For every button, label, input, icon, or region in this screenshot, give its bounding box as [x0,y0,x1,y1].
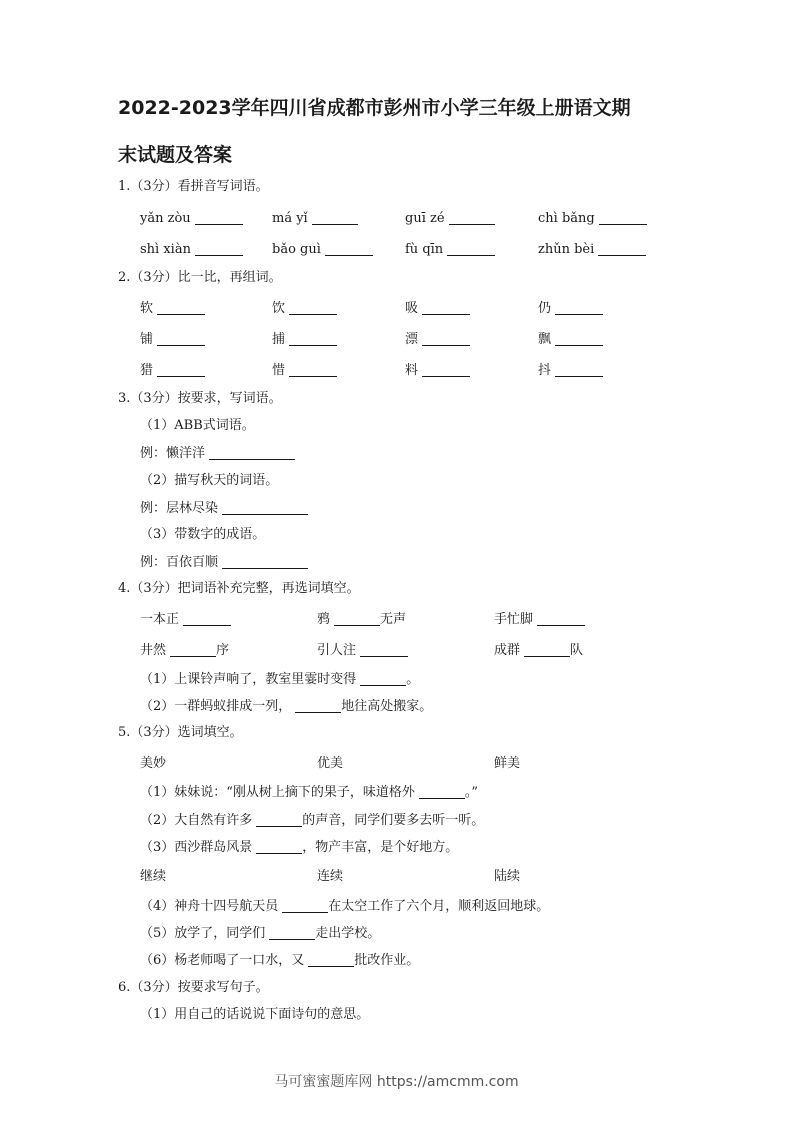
answer-blank[interactable] [449,210,495,225]
answer-blank[interactable] [157,331,205,346]
q5-sentence-1: （1）妹妹说：“刚从树上摘下的果子，味道格外 。” [140,785,479,800]
q2-item: 漂 [405,331,470,348]
q3-example-2: 例：层林尽染 [140,500,308,517]
answer-blank[interactable] [157,300,205,315]
q5-word-option: 连续 [317,869,344,884]
answer-blank[interactable] [599,210,647,225]
q2-item: 捕 [272,331,337,348]
q5-word-option: 美妙 [140,756,167,771]
q5-sentence-5: （5）放学了，同学们 走出学校。 [140,926,381,941]
q1-stem: 1.（3分）看拼音写词语。 [118,179,269,194]
q5-word-option: 继续 [140,869,167,884]
q4-idiom: 成群 队 [494,643,584,658]
answer-blank[interactable] [295,698,341,713]
answer-blank[interactable] [422,362,470,377]
q2-item: 猎 [140,362,205,379]
answer-blank[interactable] [209,445,295,460]
q5-word-option: 优美 [317,756,344,771]
exam-title-line-1: 2022-2023学年四川省成都市彭州市小学三年级上册语文期 [118,97,631,119]
answer-blank[interactable] [195,210,243,225]
exam-title-line-2: 末试题及答案 [118,144,233,166]
q2-item: 饮 [272,300,337,317]
answer-blank[interactable] [289,362,337,377]
q3-example-3: 例：百依百顺 [140,554,308,571]
answer-blank[interactable] [325,241,373,256]
q3-part-2: （2）描写秋天的词语。 [140,473,279,488]
answer-blank[interactable] [289,300,337,315]
answer-blank[interactable] [360,671,406,686]
answer-blank[interactable] [256,839,302,854]
q4-idiom: 引人注 [317,642,408,659]
answer-blank[interactable] [222,554,308,569]
answer-blank[interactable] [537,611,585,626]
q5-stem: 5.（3分）选词填空。 [118,725,243,740]
answer-blank[interactable] [282,898,328,913]
answer-blank[interactable] [157,362,205,377]
q3-stem: 3.（3分）按要求，写词语。 [118,391,282,406]
answer-blank[interactable] [312,210,358,225]
q2-item: 惜 [272,362,337,379]
q1-item: zhǔn bèi [538,241,646,258]
q5-word-option: 鲜美 [494,756,521,771]
q5-sentence-6: （6）杨老师喝了一口水，又 批改作业。 [140,953,420,968]
q4-idiom: 手忙脚 [494,611,585,628]
q5-sentence-3: （3）西沙群岛风景 ，物产丰富，是个好地方。 [140,840,459,855]
q4-idiom: 井然 序 [140,643,230,658]
q2-item: 铺 [140,331,205,348]
q1-item: shì xiàn [140,241,243,258]
q2-item: 软 [140,300,205,317]
answer-blank[interactable] [447,241,495,256]
q1-item: fù qīn [405,241,495,258]
answer-blank[interactable] [555,362,603,377]
q2-item: 飘 [538,331,603,348]
q6-stem: 6.（3分）按要求写句子。 [118,980,269,995]
answer-blank[interactable] [195,241,243,256]
answer-blank[interactable] [269,925,315,940]
q1-item: yǎn zòu [140,210,243,227]
q4-sentence-2: （2）一群蚂蚁排成一列， 地往高处搬家。 [140,699,433,714]
answer-blank[interactable] [419,784,465,799]
q3-part-3: （3）带数字的成语。 [140,527,266,542]
q4-sentence-1: （1）上课铃声响了，教室里霎时变得 。 [140,672,420,687]
answer-blank[interactable] [222,500,308,515]
q4-stem: 4.（3分）把词语补充完整，再选词填空。 [118,581,360,596]
answer-blank[interactable] [289,331,337,346]
site-footer: 马可蜜蜜题库网 https://amcmm.com [274,1074,519,1090]
answer-blank[interactable] [598,241,646,256]
q3-part-1: （1）ABB式词语。 [140,418,255,433]
q1-item: chì bǎng [538,210,647,227]
q2-item: 料 [405,362,470,379]
answer-blank[interactable] [422,331,470,346]
q4-idiom: 鸦 无声 [317,612,407,627]
q2-item: 吸 [405,300,470,317]
answer-blank[interactable] [183,611,231,626]
q1-item: guī zé [405,210,495,227]
answer-blank[interactable] [170,642,216,657]
answer-blank[interactable] [308,952,354,967]
q5-word-option: 陆续 [494,869,521,884]
q3-example-1: 例：懒洋洋 [140,445,295,462]
answer-blank[interactable] [422,300,470,315]
q4-idiom: 一本正 [140,611,231,628]
q2-item: 抖 [538,362,603,379]
q5-sentence-2: （2）大自然有许多 的声音，同学们要多去听一听。 [140,813,485,828]
answer-blank[interactable] [360,642,408,657]
q1-item: má yǐ [272,210,358,227]
answer-blank[interactable] [524,642,570,657]
q5-sentence-4: （4）神舟十四号航天员 在太空工作了六个月，顺利返回地球。 [140,899,550,914]
answer-blank[interactable] [555,300,603,315]
answer-blank[interactable] [555,331,603,346]
answer-blank[interactable] [334,611,380,626]
q6-part-1: （1）用自己的话说说下面诗句的意思。 [140,1007,370,1022]
q2-item: 仍 [538,300,603,317]
answer-blank[interactable] [256,812,302,827]
q1-item: bǎo guì [272,241,373,258]
q2-stem: 2.（3分）比一比，再组词。 [118,270,282,285]
